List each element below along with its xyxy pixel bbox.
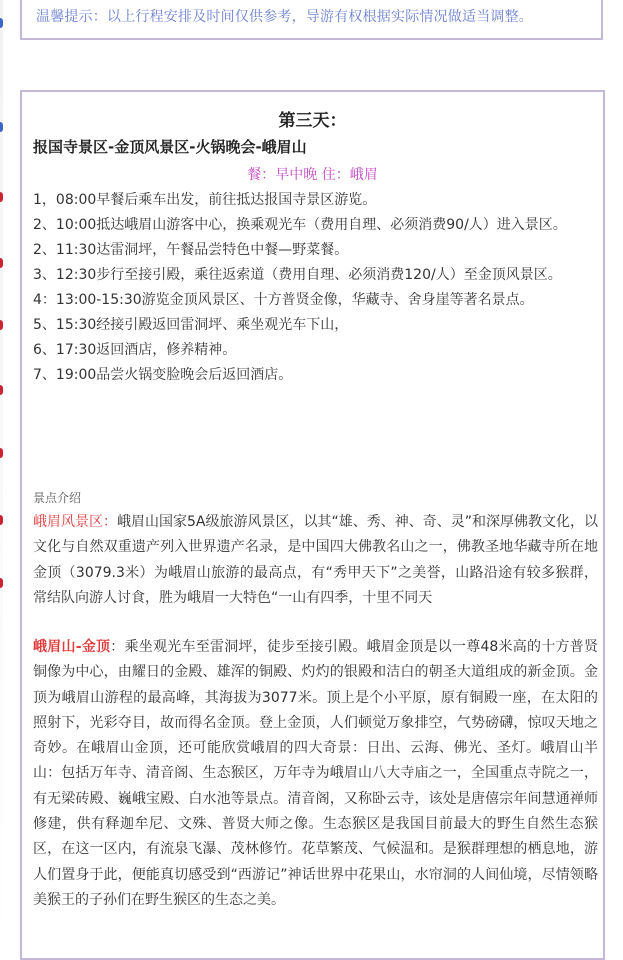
edge-marker xyxy=(0,448,3,458)
schedule-item: 2、11:30达雷洞坪，午餐品尝特色中餐—野菜餐。 xyxy=(33,242,349,258)
spot-jinding-paragraph xyxy=(33,635,598,913)
spot-emei-name: 峨眉风景区： xyxy=(33,514,117,530)
edge-marker xyxy=(0,192,3,202)
edge-marker xyxy=(0,515,3,525)
edge-marker xyxy=(0,385,3,395)
schedule-item: 4：13:00-15:30游览金顶风景区、十方普贤金像，华藏寺、舍身崖等著名景点。 xyxy=(33,292,534,308)
edge-marker xyxy=(0,578,3,588)
spot-emei-paragraph xyxy=(33,510,598,611)
schedule-item: 6、17:30返回酒店，修养精神。 xyxy=(33,342,237,358)
day-title: 第三天： xyxy=(278,111,347,131)
left-edge-strip xyxy=(0,0,3,946)
spot-jinding-text: ：乘坐观光车至雷洞坪，徒步至接引殿。峨眉金顶是以一尊48米高的十方普贤铜像为中心，由耀日的金殿、雄浑的铜殿、灼灼的银殿和洁白的朝圣大道组成的新金顶。金顶为峨眉山游程的最高峰，其海拔为3077米。顶上是个小平原，原有铜殿一座，在太阳的照射下，光彩夺目，故而得名金顶。登上金顶，人们顿觉万象排空，气势磅礴，惊叹天地之奇妙。在峨眉山金顶，还可能欣赏峨眉的四大奇景：日出、云海、佛光、圣灯。峨眉山半山：包括万年寺、清音阁、生态猴区，万年寺为峨眉山八大寺庙之一，全国重点寺院之一，有无梁砖殿、巍峨宝殿、白水池等景点。清音阁，又称卧云寺，该处是唐僖宗年间慧通禅师修建，供有释迦牟尼、文殊、普贤大师之像。生态猴区是我国目前最大的野生自然生态猴区，在这一区内，有流泉飞瀑、茂林修竹。花草繁茂、气候温和。是猴群理想的栖息地，游人们置身于此，便能真切感受到“西游记”神话世界中花果山，水帘洞的人间仙境，尽情领略美猴王的子孙们在野生猴区的生态之美。 xyxy=(33,639,599,908)
edge-marker xyxy=(0,320,3,330)
schedule-item: 1，08:00早餐后乘车出发，前往抵达报国寺景区游览。 xyxy=(33,192,377,208)
edge-marker xyxy=(0,122,3,132)
schedule-item: 2、10:00抵达峨眉山游客中心，换乘观光车（费用自理、必须消费90/人）进入景区。 xyxy=(33,217,567,233)
notice-text: 温馨提示：以上行程安排及时间仅供参考，导游有权根据实际情况做适当调整。 xyxy=(36,9,533,25)
edge-marker xyxy=(0,18,3,28)
route-heading: 报国寺景区-金顶风景区-火锅晚会-峨眉山 xyxy=(33,138,307,156)
day-itinerary-box xyxy=(20,90,605,960)
spot-jinding-name: 峨眉山-金顶 xyxy=(33,639,111,655)
notice-box xyxy=(20,0,603,40)
schedule-list xyxy=(33,188,598,388)
spot-emei-text: 峨眉山国家5A级旅游风景区，以其“雄、秀、神、奇、灵”和深厚佛教文化，以文化与自然双重遗产列入世界遗产名录，是中国四大佛教名山之一，佛教圣地华藏寺所在地金顶（3079.3米）为峨眉山旅游的最高点，有“秀甲天下”之美誉，山路沿途有较多猴群，常结队向游人讨食，胜为峨眉一大特色“一山有四季，十里不同天 xyxy=(33,514,598,606)
edge-marker xyxy=(0,258,3,268)
schedule-item: 5、15:30经接引殿返回雷洞坪、乘坐观光车下山， xyxy=(33,317,349,333)
schedule-item: 3、12:30步行至接引殿，乘往返索道（费用自理、必须消费120/人）至金顶风景区。 xyxy=(33,267,562,283)
schedule-item: 7、19:00品尝火锅变脸晚会后返回酒店。 xyxy=(33,367,293,383)
intro-label: 景点介绍 xyxy=(33,491,82,505)
meals-lodging: 餐：早中晚 住：峨眉 xyxy=(247,167,378,183)
